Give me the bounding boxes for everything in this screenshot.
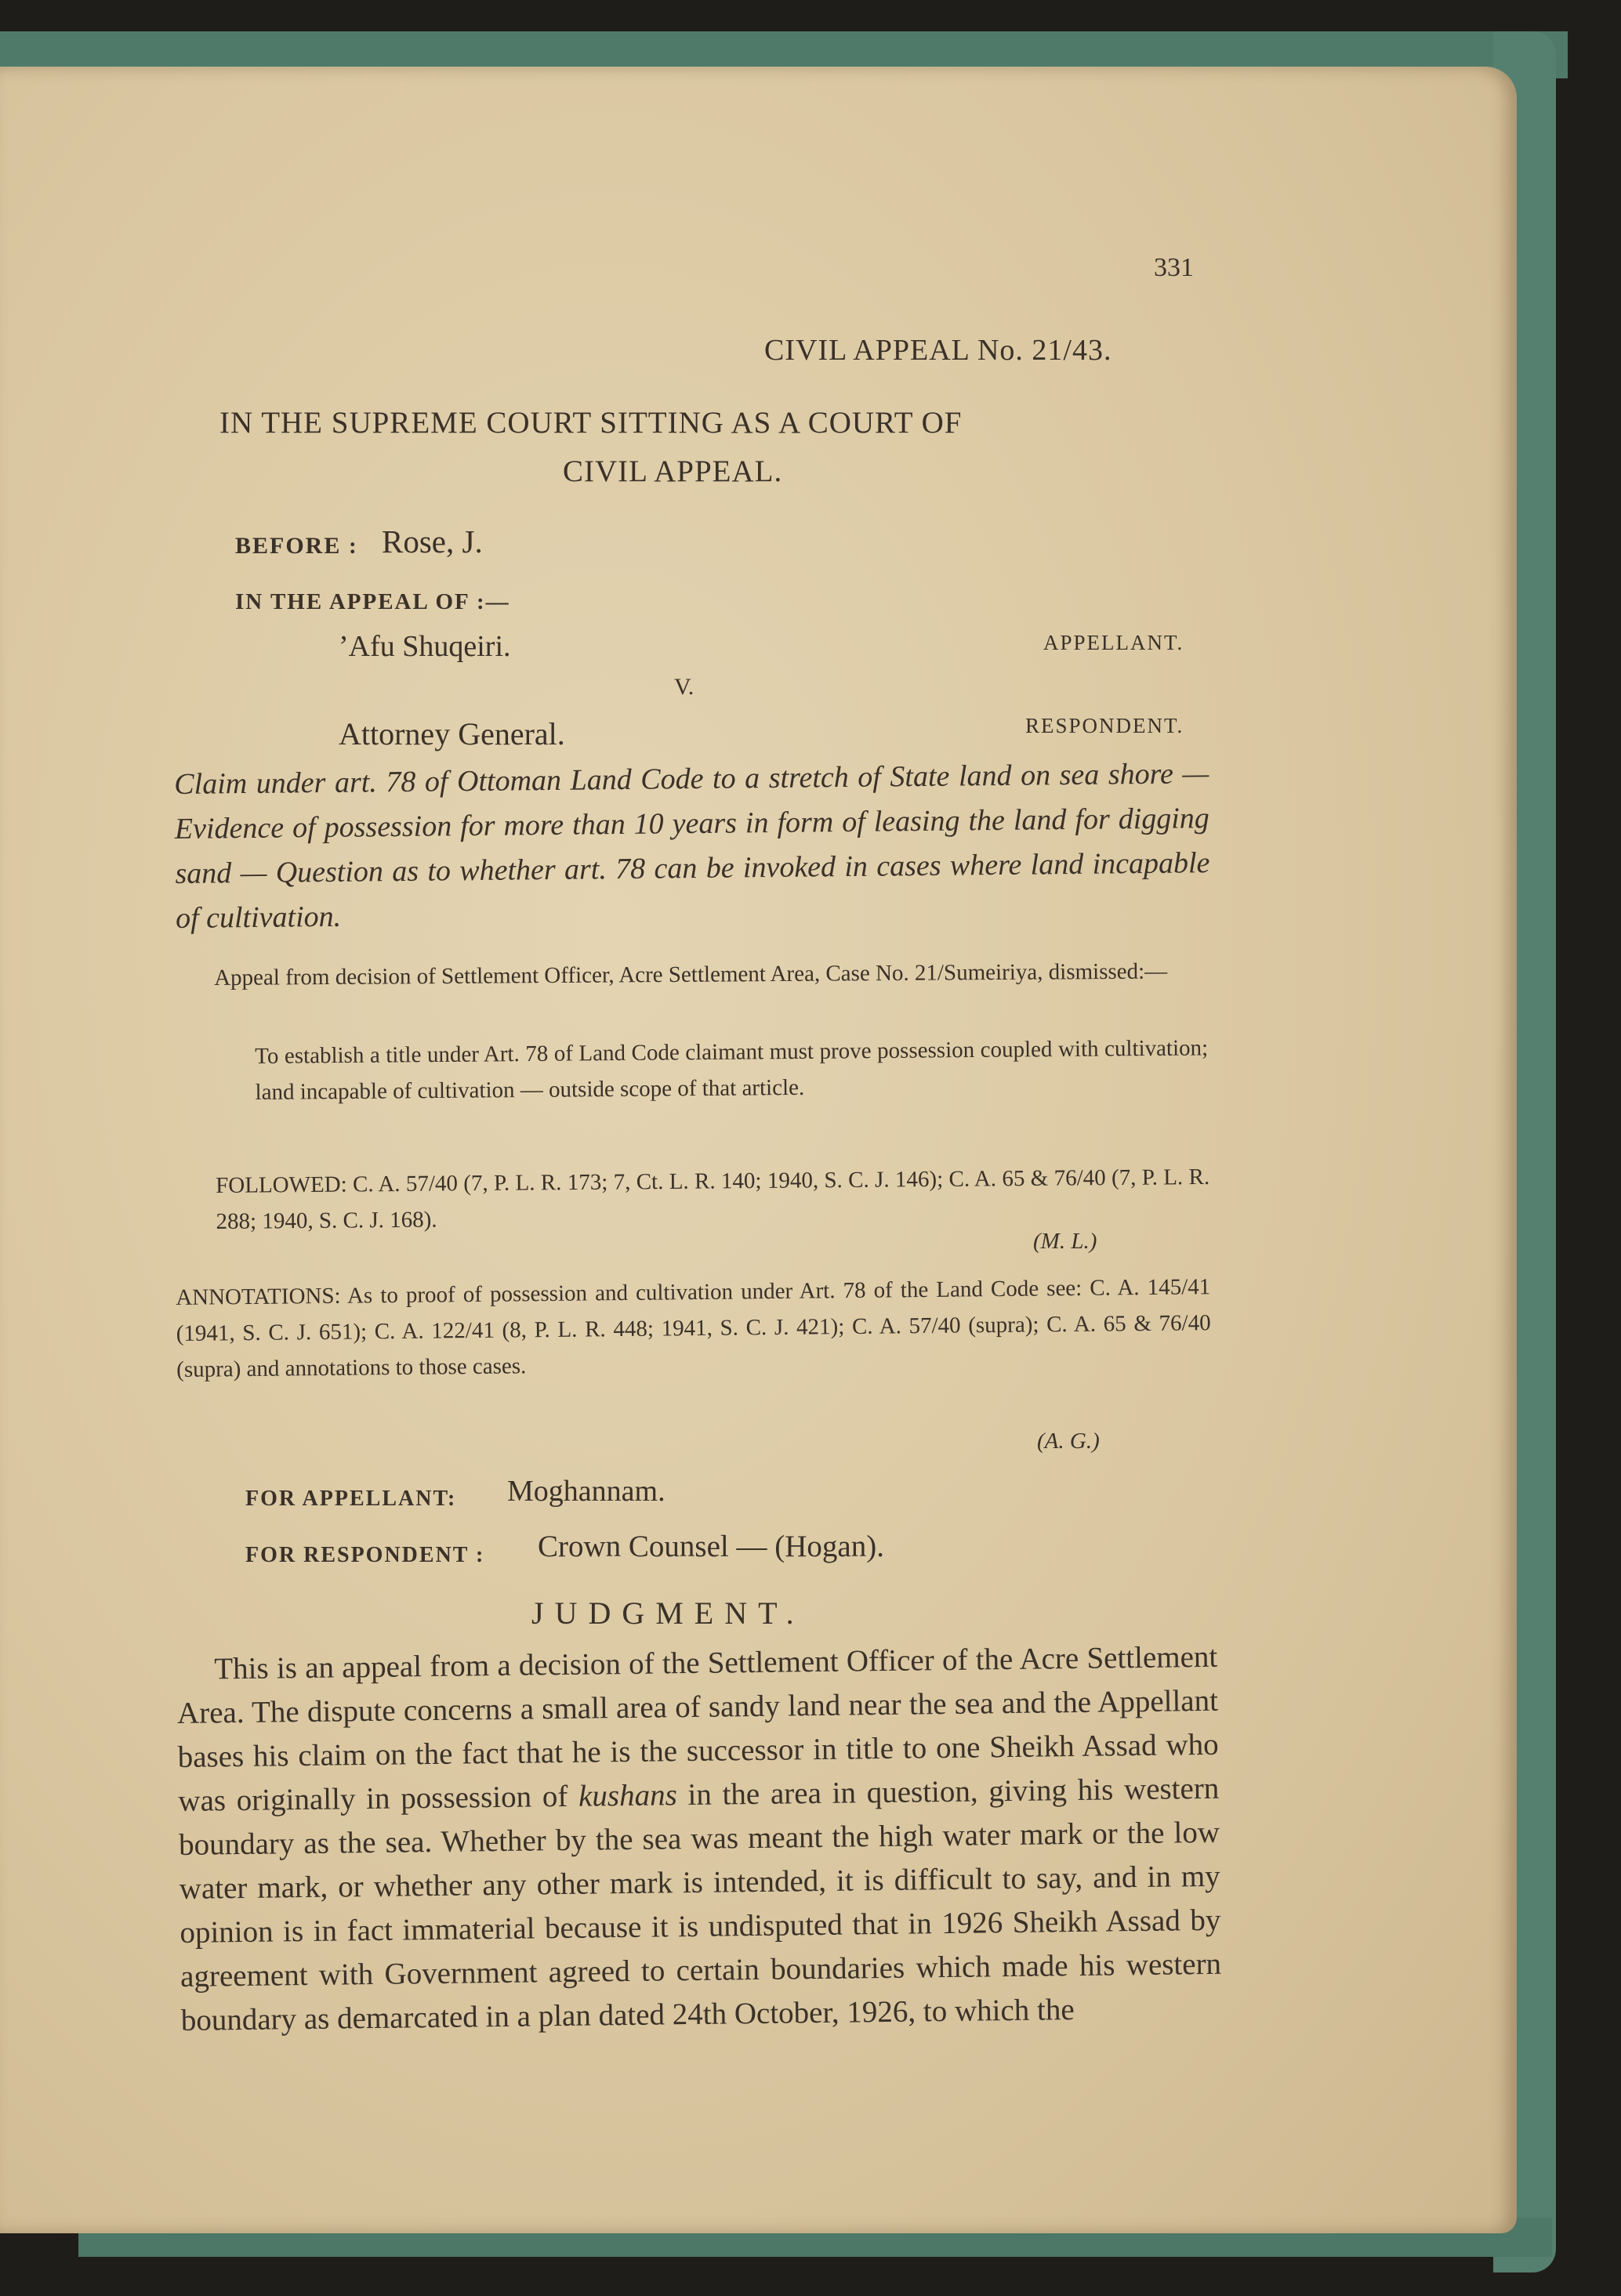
judgment-body <box>176 1635 1222 2043</box>
book-page <box>0 67 1517 2233</box>
case-title: CIVIL APPEAL No. 21/43. <box>764 334 1112 367</box>
annotations-initials: (A. G.) <box>1037 1429 1100 1454</box>
for-appellant-label: FOR APPELLANT: <box>245 1487 457 1511</box>
appellant-counsel: Moghannam. <box>507 1475 665 1508</box>
judgment-text-part-2: in the area in question, giving his western boundary as the sea. Whether by the sea was meant the high water mark or the low water mark, or whether any other mark is intended, it is difficult to say, and in my opinion is in fact immaterial because it is undisputed that in 1926 Sheikh Assad by agreement with Government agreed to certain boundaries which made his western boundary as demarcated in a plan dated 24th October, 1926, to which the <box>178 1771 1222 2037</box>
judge-name: Rose, J. <box>382 523 483 560</box>
annotations: ANNOTATIONS: As to proof of possession and cultivation under Art. 78 of the Land Code see: C. A. 145/41 (1941, S. C. J. 651); C. A. 122/41 (8, P. L. R. 448; 1941, S. C. J. 421); C. A. 57/40 (supra); C. A. 65 & 76/40 (supra) and annotations to those cases. <box>176 1274 1211 1382</box>
appellant-name: ’Afu Shuqeiri. <box>339 630 511 663</box>
court-heading-line-2: CIVIL APPEAL. <box>563 454 783 488</box>
headnote: Claim under art. 78 of Ottoman Land Code to a stretch of State land on sea shore — Evidence of possession for more than 10 years in form of leasing the land for digging sand — Question as to whether art. 78 can be invoked in cases where land incapable of cultivation. <box>174 757 1210 935</box>
holding: To establish a title under Art. 78 of Land Code claimant must prove possession coupled with cultivation; land incapable of cultivation — outside scope of that article. <box>255 1035 1209 1105</box>
versus: V. <box>674 674 694 700</box>
page-number: 331 <box>1154 253 1194 282</box>
respondent-role: RESPONDENT. <box>1025 714 1184 737</box>
before-label: BEFORE : <box>235 533 358 559</box>
appeal-of-label: IN THE APPEAL OF :— <box>235 589 510 614</box>
appellant-role: APPELLANT. <box>1043 631 1184 654</box>
for-respondent-label: FOR RESPONDENT : <box>245 1543 485 1567</box>
judgment-italic-term: kushans <box>578 1778 677 1813</box>
followed-citations: FOLLOWED: C. A. 57/40 (7, P. L. R. 173; 7, Ct. L. R. 140; 1940, S. C. J. 146); C. A. 65 & 76/40 (7, P. L. R. 288; 1940, S. C. J. 168). <box>216 1164 1210 1234</box>
court-heading-line-1: IN THE SUPREME COURT SITTING AS A COURT OF <box>219 406 963 440</box>
respondent-name: Attorney General. <box>339 716 565 751</box>
appeal-description: Appeal from decision of Settlement Officer, Acre Settlement Area, Case No. 21/Sumeiriya, dismissed:— <box>214 958 1168 990</box>
judgment-title: JUDGMENT. <box>531 1595 805 1631</box>
respondent-counsel: Crown Counsel — (Hogan). <box>538 1530 884 1563</box>
followed-initials: (M. L.) <box>1033 1229 1097 1254</box>
judgment-text-part-1: This is an appeal from a decision of the Settlement Officer of the Acre Settlement Area. The dispute concerns a small area of sandy land near the sea and the Appellant bases his claim on the fact that he is the successor in title to one Sheikh Assad who was originally in possession of <box>176 1639 1219 1818</box>
